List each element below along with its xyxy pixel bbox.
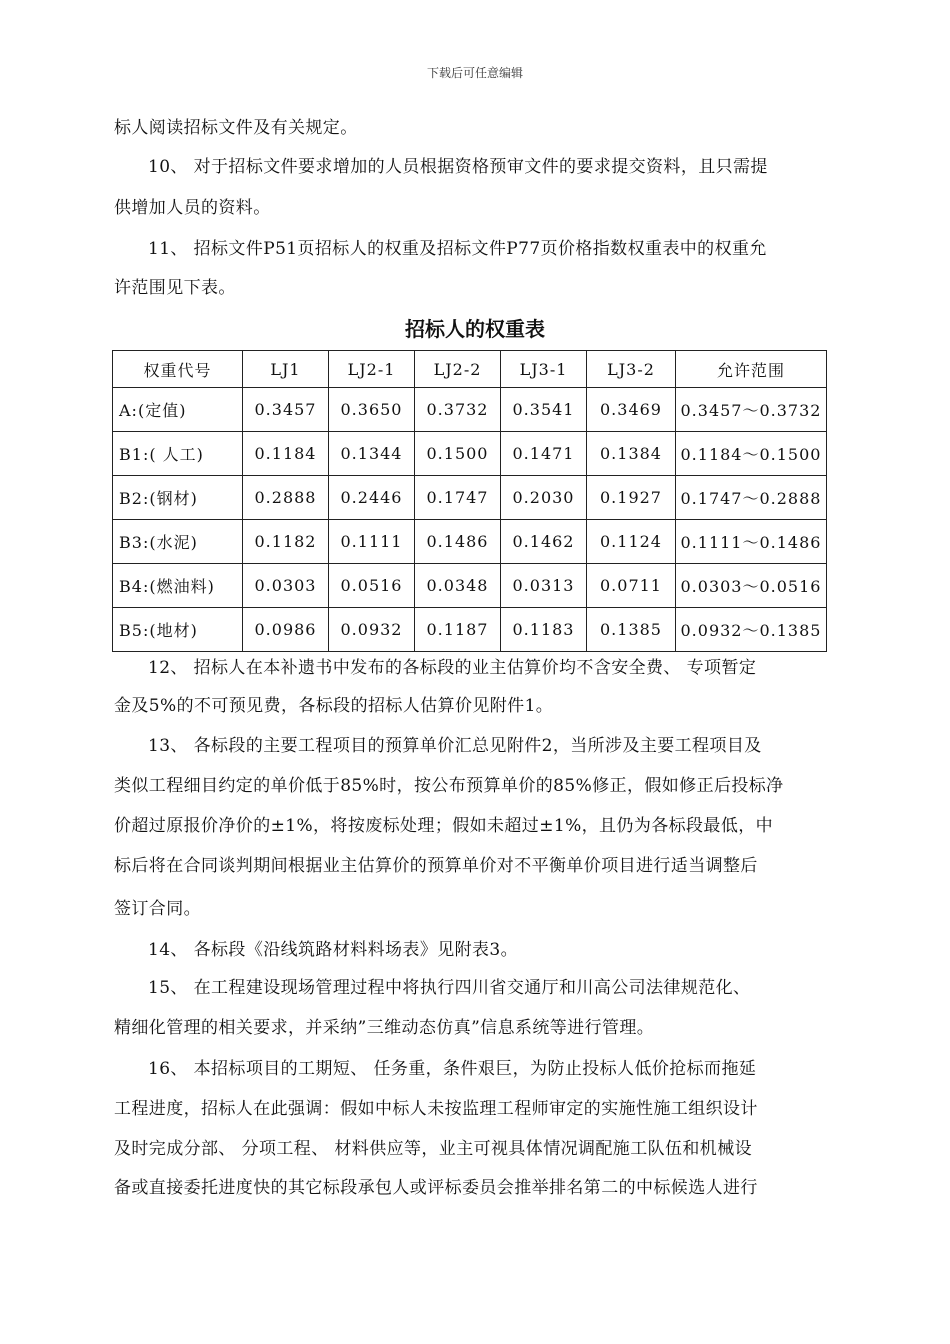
value-cell: 0.2888 (243, 476, 329, 520)
table-header-row (113, 351, 827, 388)
value-cell: 0.1384 (587, 432, 676, 476)
value-cell: 0.3469 (587, 388, 676, 432)
paragraph-line: 签订合同。 (114, 899, 201, 919)
value-cell: 0.0303 (243, 564, 329, 608)
value-cell: 0.3457 (243, 388, 329, 432)
range-cell: 0.1747～0.2888 (676, 476, 827, 520)
range-cell: 0.0303～0.0516 (676, 564, 827, 608)
value-cell: 0.0711 (587, 564, 676, 608)
value-cell: 0.1184 (243, 432, 329, 476)
header-cell: LJ3-1 (501, 351, 587, 388)
value-cell: 0.1471 (501, 432, 587, 476)
header-cell: 允许范围 (676, 351, 827, 388)
value-cell: 0.1111 (329, 520, 415, 564)
range-cell: 0.1111～0.1486 (676, 520, 827, 564)
table-title: 招标人的权重表 (405, 317, 545, 341)
paragraph-line: 10、 对于招标文件要求增加的人员根据资格预审文件的要求提交资料，且只需提 (148, 157, 768, 177)
row-label-cell: B1:( 人工) (113, 432, 243, 476)
paragraph-line: 标后将在合同谈判期间根据业主估算价的预算单价对不平衡单价项目进行适当调整后 (114, 856, 758, 876)
weights-table (112, 350, 827, 652)
row-label-cell: A:(定值) (113, 388, 243, 432)
table-row (113, 388, 827, 432)
value-cell: 0.1385 (587, 608, 676, 652)
header-cell: LJ2-2 (415, 351, 501, 388)
value-cell: 0.1747 (415, 476, 501, 520)
paragraph-line: 供增加人员的资料。 (114, 198, 271, 218)
value-cell: 0.1486 (415, 520, 501, 564)
table-row (113, 608, 827, 652)
table-row (113, 476, 827, 520)
paragraph-line: 工程进度，招标人在此强调：假如中标人未按监理工程师审定的实施性施工组织设计 (114, 1099, 758, 1119)
paragraph-line: 类似工程细目约定的单价低于85%时，按公布预算单价的85%修正，假如修正后投标净 (114, 776, 784, 796)
header-cell: LJ3-2 (587, 351, 676, 388)
paragraph-line: 精细化管理的相关要求，并采纳”三维动态仿真”信息系统等进行管理。 (114, 1018, 655, 1038)
value-cell: 0.0516 (329, 564, 415, 608)
header-cell: LJ2-1 (329, 351, 415, 388)
page-header-note: 下载后可任意编辑 (426, 66, 523, 80)
paragraph-line: 11、 招标文件P51页招标人的权重及招标文件P77页价格指数权重表中的权重允 (148, 239, 767, 259)
value-cell: 0.3650 (329, 388, 415, 432)
paragraph-line: 14、 各标段《沿线筑路材料料场表》见附表3。 (148, 940, 519, 960)
paragraph-line: 13、 各标段的主要工程项目的预算单价汇总见附件2，当所涉及主要工程项目及 (148, 736, 762, 756)
table-row (113, 520, 827, 564)
value-cell: 0.1344 (329, 432, 415, 476)
value-cell: 0.1500 (415, 432, 501, 476)
table-row (113, 432, 827, 476)
row-label-cell: B4:(燃油料) (113, 564, 243, 608)
paragraph-line: 许范围见下表。 (114, 278, 236, 298)
value-cell: 0.1182 (243, 520, 329, 564)
table-row (113, 564, 827, 608)
value-cell: 0.2030 (501, 476, 587, 520)
paragraph-line: 及时完成分部、 分项工程、 材料供应等，业主可视具体情况调配施工队伍和机械设 (114, 1139, 753, 1159)
range-cell: 0.1184～0.1500 (676, 432, 827, 476)
value-cell: 0.0313 (501, 564, 587, 608)
value-cell: 0.2446 (329, 476, 415, 520)
value-cell: 0.1187 (415, 608, 501, 652)
value-cell: 0.0932 (329, 608, 415, 652)
paragraph-line: 15、 在工程建设现场管理过程中将执行四川省交通厅和川高公司法律规范化、 (148, 978, 751, 998)
value-cell: 0.1183 (501, 608, 587, 652)
header-cell: LJ1 (243, 351, 329, 388)
value-cell: 0.3732 (415, 388, 501, 432)
range-cell: 0.0932～0.1385 (676, 608, 827, 652)
row-label-cell: B5:(地材) (113, 608, 243, 652)
value-cell: 0.0348 (415, 564, 501, 608)
range-cell: 0.3457～0.3732 (676, 388, 827, 432)
row-label-cell: B2:(钢材) (113, 476, 243, 520)
row-label-cell: B3:(水泥) (113, 520, 243, 564)
paragraph-line: 价超过原报价净价的±1%，将按废标处理；假如未超过±1%，且仍为各标段最低，中 (114, 816, 774, 836)
value-cell: 0.1124 (587, 520, 676, 564)
paragraph-line: 16、 本招标项目的工期短、 任务重，条件艰巨，为防止投标人低价抢标而拖延 (148, 1059, 757, 1079)
value-cell: 0.1927 (587, 476, 676, 520)
value-cell: 0.3541 (501, 388, 587, 432)
paragraph-line: 备或直接委托进度快的其它标段承包人或评标委员会推举排名第二的中标候选人进行 (114, 1178, 758, 1198)
header-cell: 权重代号 (113, 351, 243, 388)
paragraph-line: 金及5%的不可预见费，各标段的招标人估算价见附件1。 (114, 696, 554, 716)
value-cell: 0.0986 (243, 608, 329, 652)
value-cell: 0.1462 (501, 520, 587, 564)
paragraph-line: 12、 招标人在本补遗书中发布的各标段的业主估算价均不含安全费、 专项暂定 (148, 658, 757, 678)
paragraph-line: 标人阅读招标文件及有关规定。 (114, 118, 358, 138)
